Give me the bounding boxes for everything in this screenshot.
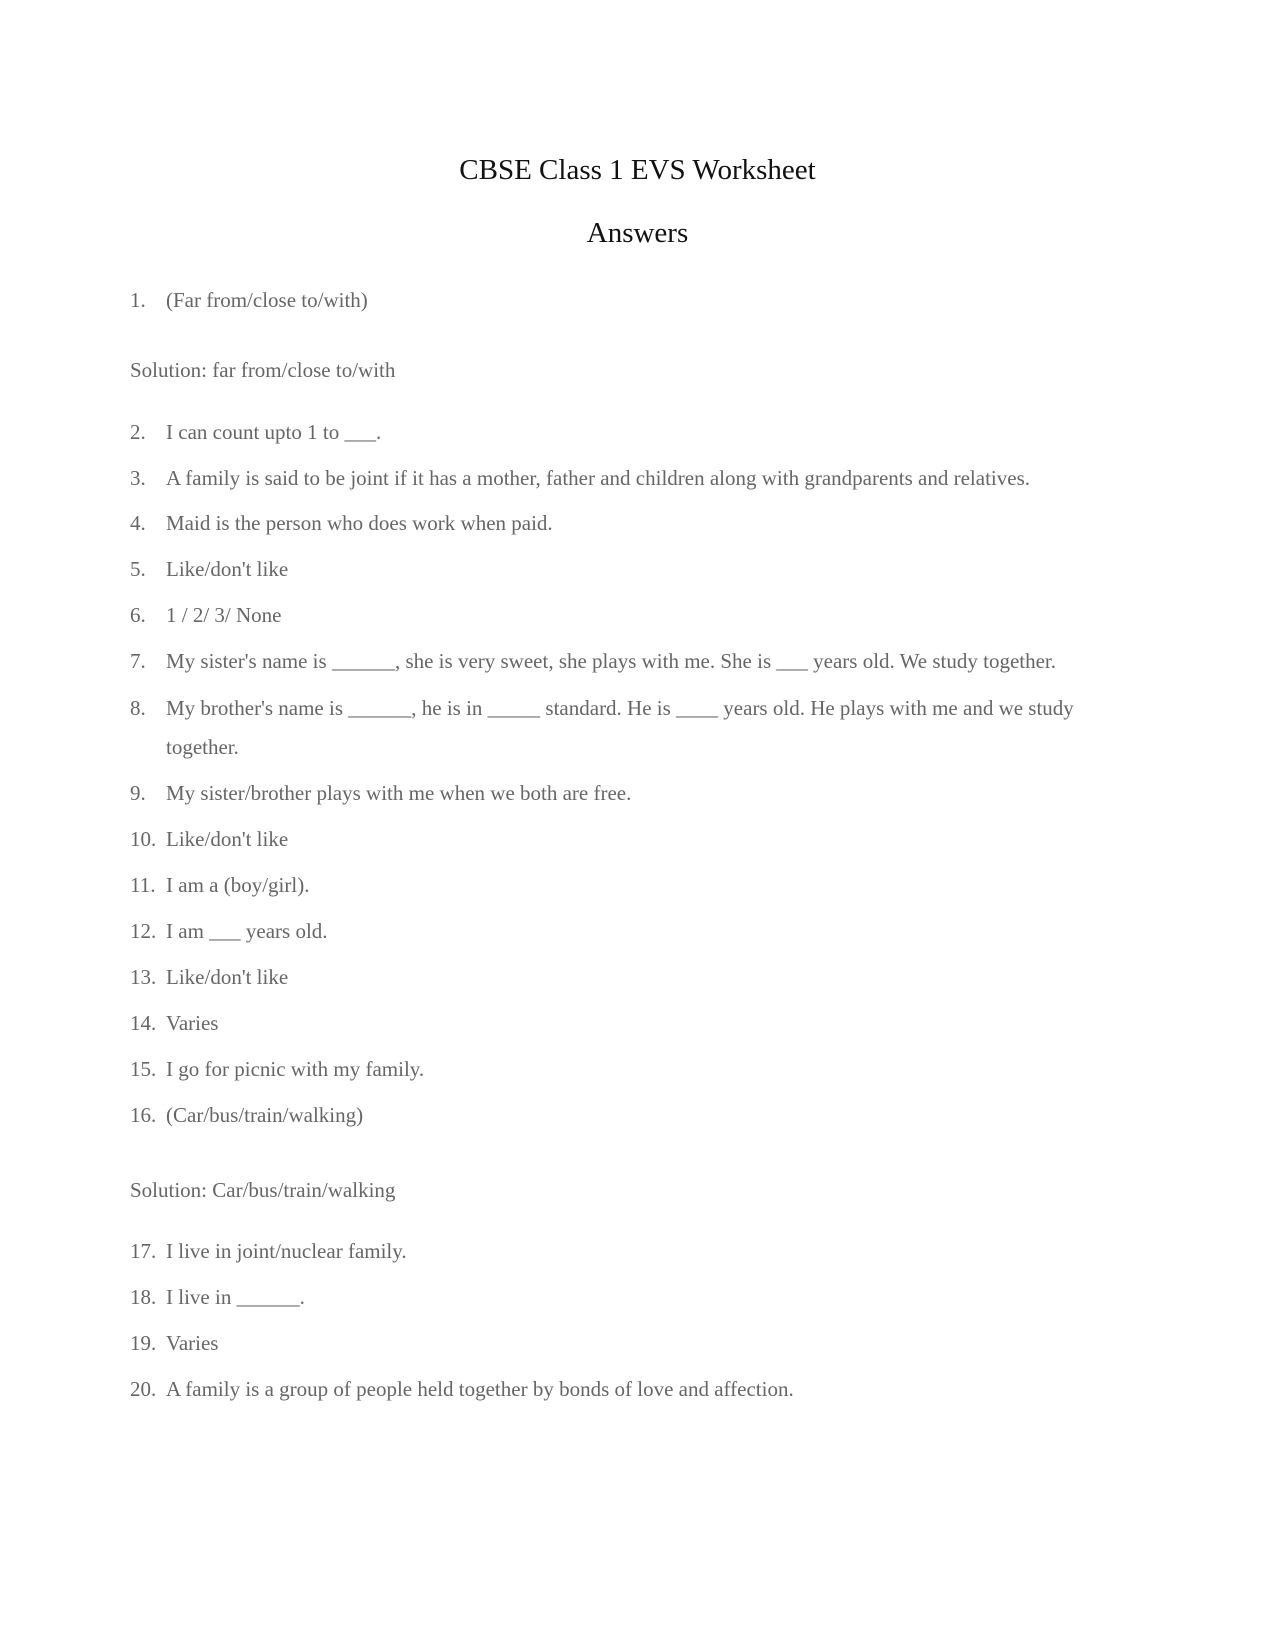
answer-number: 13.: [130, 965, 157, 989]
answer-item: [130, 1324, 1140, 1363]
answer-text: A family is said to be joint if it has a mother, father and children along with grandparents and relatives.: [166, 466, 1031, 490]
answer-text: My sister/brother plays with me when we both are free.: [166, 781, 632, 805]
answer-text: Varies: [166, 1011, 219, 1035]
answer-item: [130, 866, 1140, 905]
answer-text: 1 / 2/ 3/ None: [166, 603, 282, 627]
answer-item: [130, 1370, 1140, 1409]
answer-number: 4.: [130, 511, 146, 535]
answer-item: [130, 596, 1140, 635]
answer-text: (Far from/close to/with): [166, 288, 368, 312]
answer-text: I am a (boy/girl).: [166, 873, 310, 897]
answer-text: Like/don't like: [166, 827, 289, 851]
answer-number: 16.: [130, 1103, 157, 1127]
answer-text: I go for picnic with my family.: [166, 1057, 425, 1081]
solution-line: Solution: Car/bus/train/walking: [130, 1178, 396, 1202]
answer-item: [130, 642, 1140, 681]
answer-item: [130, 281, 1140, 320]
answer-item: [130, 1004, 1140, 1043]
answer-text: My sister's name is ______, she is very sweet, she plays with me. She is ___ years old. We study together.: [166, 649, 1057, 673]
answer-number: 9.: [130, 781, 146, 805]
answer-item: [130, 689, 1140, 767]
answer-item: [130, 459, 1140, 498]
answer-item: [130, 958, 1140, 997]
answer-text: I am ___ years old.: [166, 919, 328, 943]
answer-text: My brother's name is ______, he is in _____ standard. He is ____ years old. He plays with me and we study together.: [166, 696, 1074, 759]
solution-line: Solution: far from/close to/with: [130, 358, 396, 382]
answer-number: 8.: [130, 696, 146, 720]
answer-text: I live in ______.: [166, 1285, 305, 1309]
answer-number: 11.: [130, 873, 156, 897]
answer-item: [130, 1232, 1140, 1271]
answer-number: 2.: [130, 420, 146, 444]
answer-number: 5.: [130, 557, 146, 581]
answer-number: 6.: [130, 603, 146, 627]
answer-number: 17.: [130, 1239, 157, 1263]
answer-text: A family is a group of people held together by bonds of love and affection.: [166, 1377, 794, 1401]
answer-number: 12.: [130, 919, 157, 943]
answer-number: 15.: [130, 1057, 157, 1081]
answer-text: Like/don't like: [166, 965, 289, 989]
answer-number: 1.: [130, 288, 146, 312]
answer-number: 19.: [130, 1331, 157, 1355]
answer-item: [130, 1050, 1140, 1089]
answer-number: 7.: [130, 649, 146, 673]
answer-item: [130, 912, 1140, 951]
answer-number: 3.: [130, 466, 146, 490]
answer-item: [130, 550, 1140, 589]
answer-text: Varies: [166, 1331, 219, 1355]
answer-item: [130, 413, 1140, 452]
answer-item: [130, 504, 1140, 543]
answer-item: [130, 820, 1140, 859]
answer-text: Maid is the person who does work when paid.: [166, 511, 553, 535]
document-subtitle: Answers: [586, 217, 689, 249]
answer-item: [130, 774, 1140, 813]
answer-number: 14.: [130, 1011, 157, 1035]
answer-text: I live in joint/nuclear family.: [166, 1239, 407, 1263]
answer-number: 18.: [130, 1285, 157, 1309]
answer-number: 10.: [130, 827, 157, 851]
answer-item: [130, 1096, 1140, 1135]
answer-text: I can count upto 1 to ___.: [166, 420, 382, 444]
answer-text: Like/don't like: [166, 557, 289, 581]
answer-number: 20.: [130, 1377, 157, 1401]
document-title: CBSE Class 1 EVS Worksheet: [459, 154, 816, 186]
answer-text: (Car/bus/train/walking): [166, 1103, 364, 1127]
answer-item: [130, 1278, 1140, 1317]
